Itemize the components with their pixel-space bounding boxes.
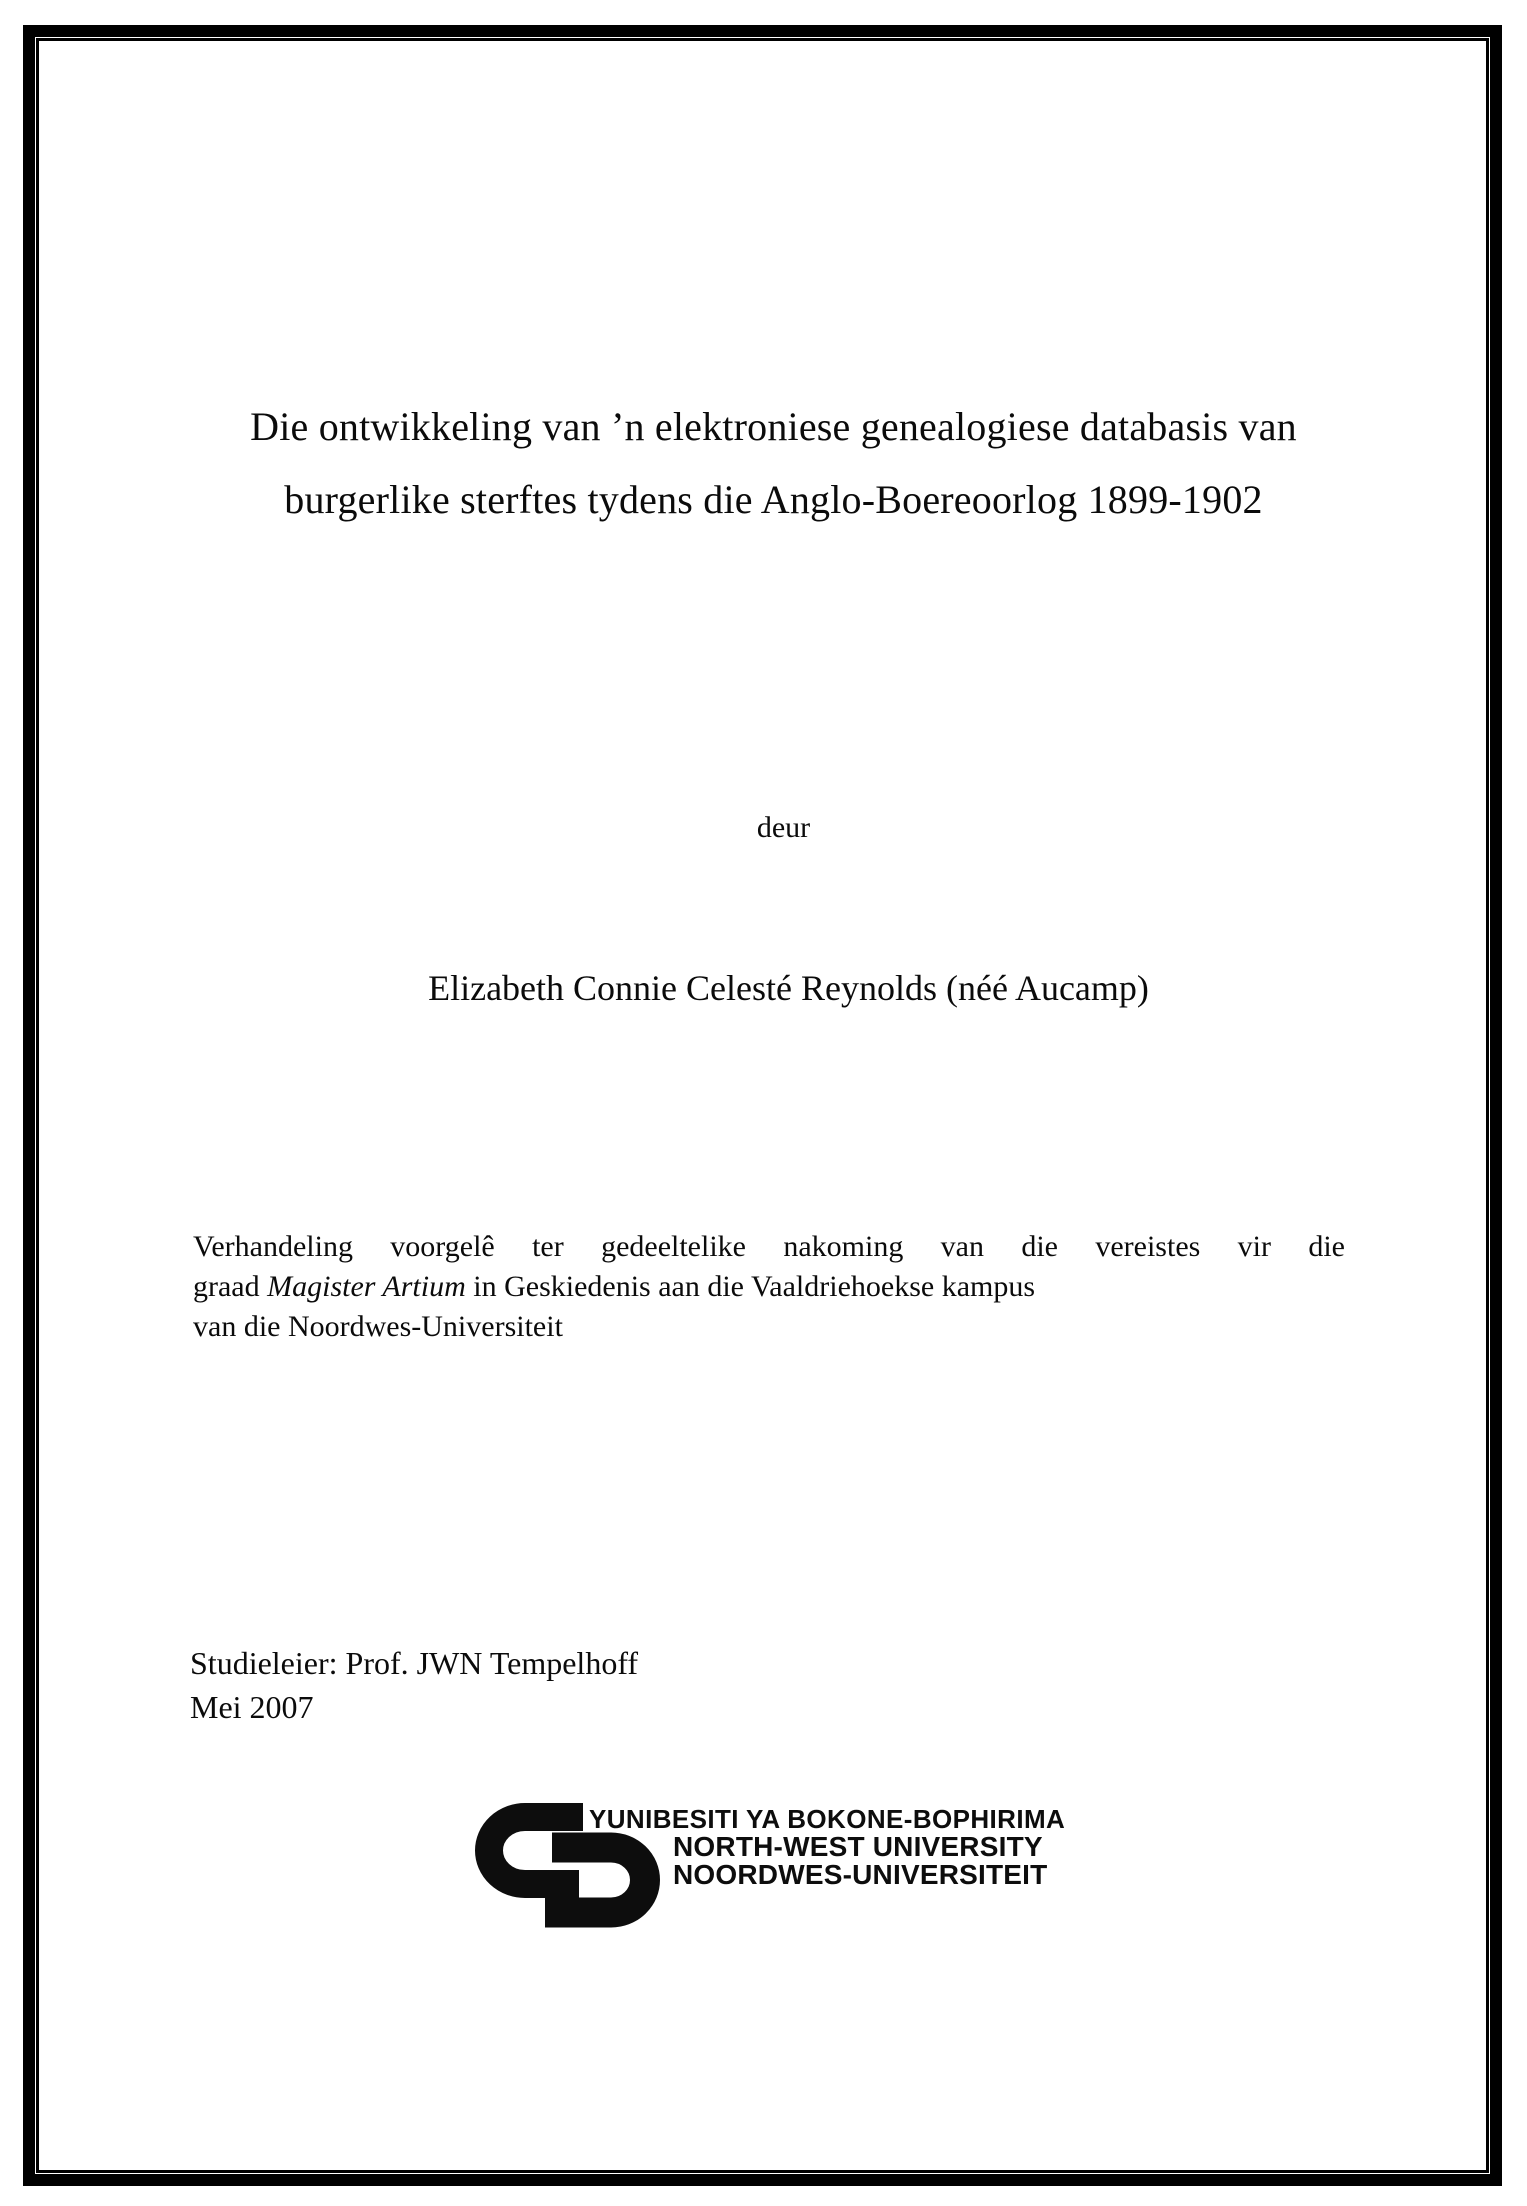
thesis-title — [20, 390, 1527, 536]
nwu-logo-wordmark — [589, 1805, 1065, 1889]
degree-title-italic: Magister Artium — [267, 1270, 466, 1303]
thesis-title-line-1: Die ontwikkeling van ’n elektroniese genealogiese databasis van — [250, 404, 1297, 449]
degree-statement-line-1: Verhandeling voorgelê ter gedeeltelike nakoming van die vereistes vir die — [193, 1230, 1345, 1263]
byline-deur: deur — [756, 811, 811, 844]
nwu-logo-line-setswana: YUNIBESITI YA BOKONE-BOPHIRIMA — [589, 1804, 1066, 1834]
nwu-logo-line-afrikaans: NOORDWES-UNIVERSITEIT — [673, 1859, 1048, 1890]
supervisor-block — [190, 1641, 638, 1729]
author-name: Elizabeth Connie Celesté Reynolds (néé Aucamp) — [428, 968, 1149, 1008]
degree-statement — [193, 1227, 1345, 1347]
nwu-logo-line-english: NORTH-WEST UNIVERSITY — [673, 1831, 1043, 1862]
date-line: Mei 2007 — [190, 1689, 314, 1725]
degree-statement-line-2-start: graad — [193, 1270, 268, 1303]
supervisor-line: Studieleier: Prof. JWN Tempelhoff — [190, 1645, 639, 1681]
degree-statement-line-3: van die Noordwes-Universiteit — [193, 1310, 563, 1343]
degree-statement-line-2-end: in Geskiedenis aan die Vaaldriehoekse kampus — [465, 1270, 1036, 1303]
thesis-title-line-2: burgerlike sterftes tydens die Anglo-Boereoorlog 1899-1902 — [284, 477, 1263, 522]
degree-statement-line-2 — [193, 1267, 1345, 1307]
